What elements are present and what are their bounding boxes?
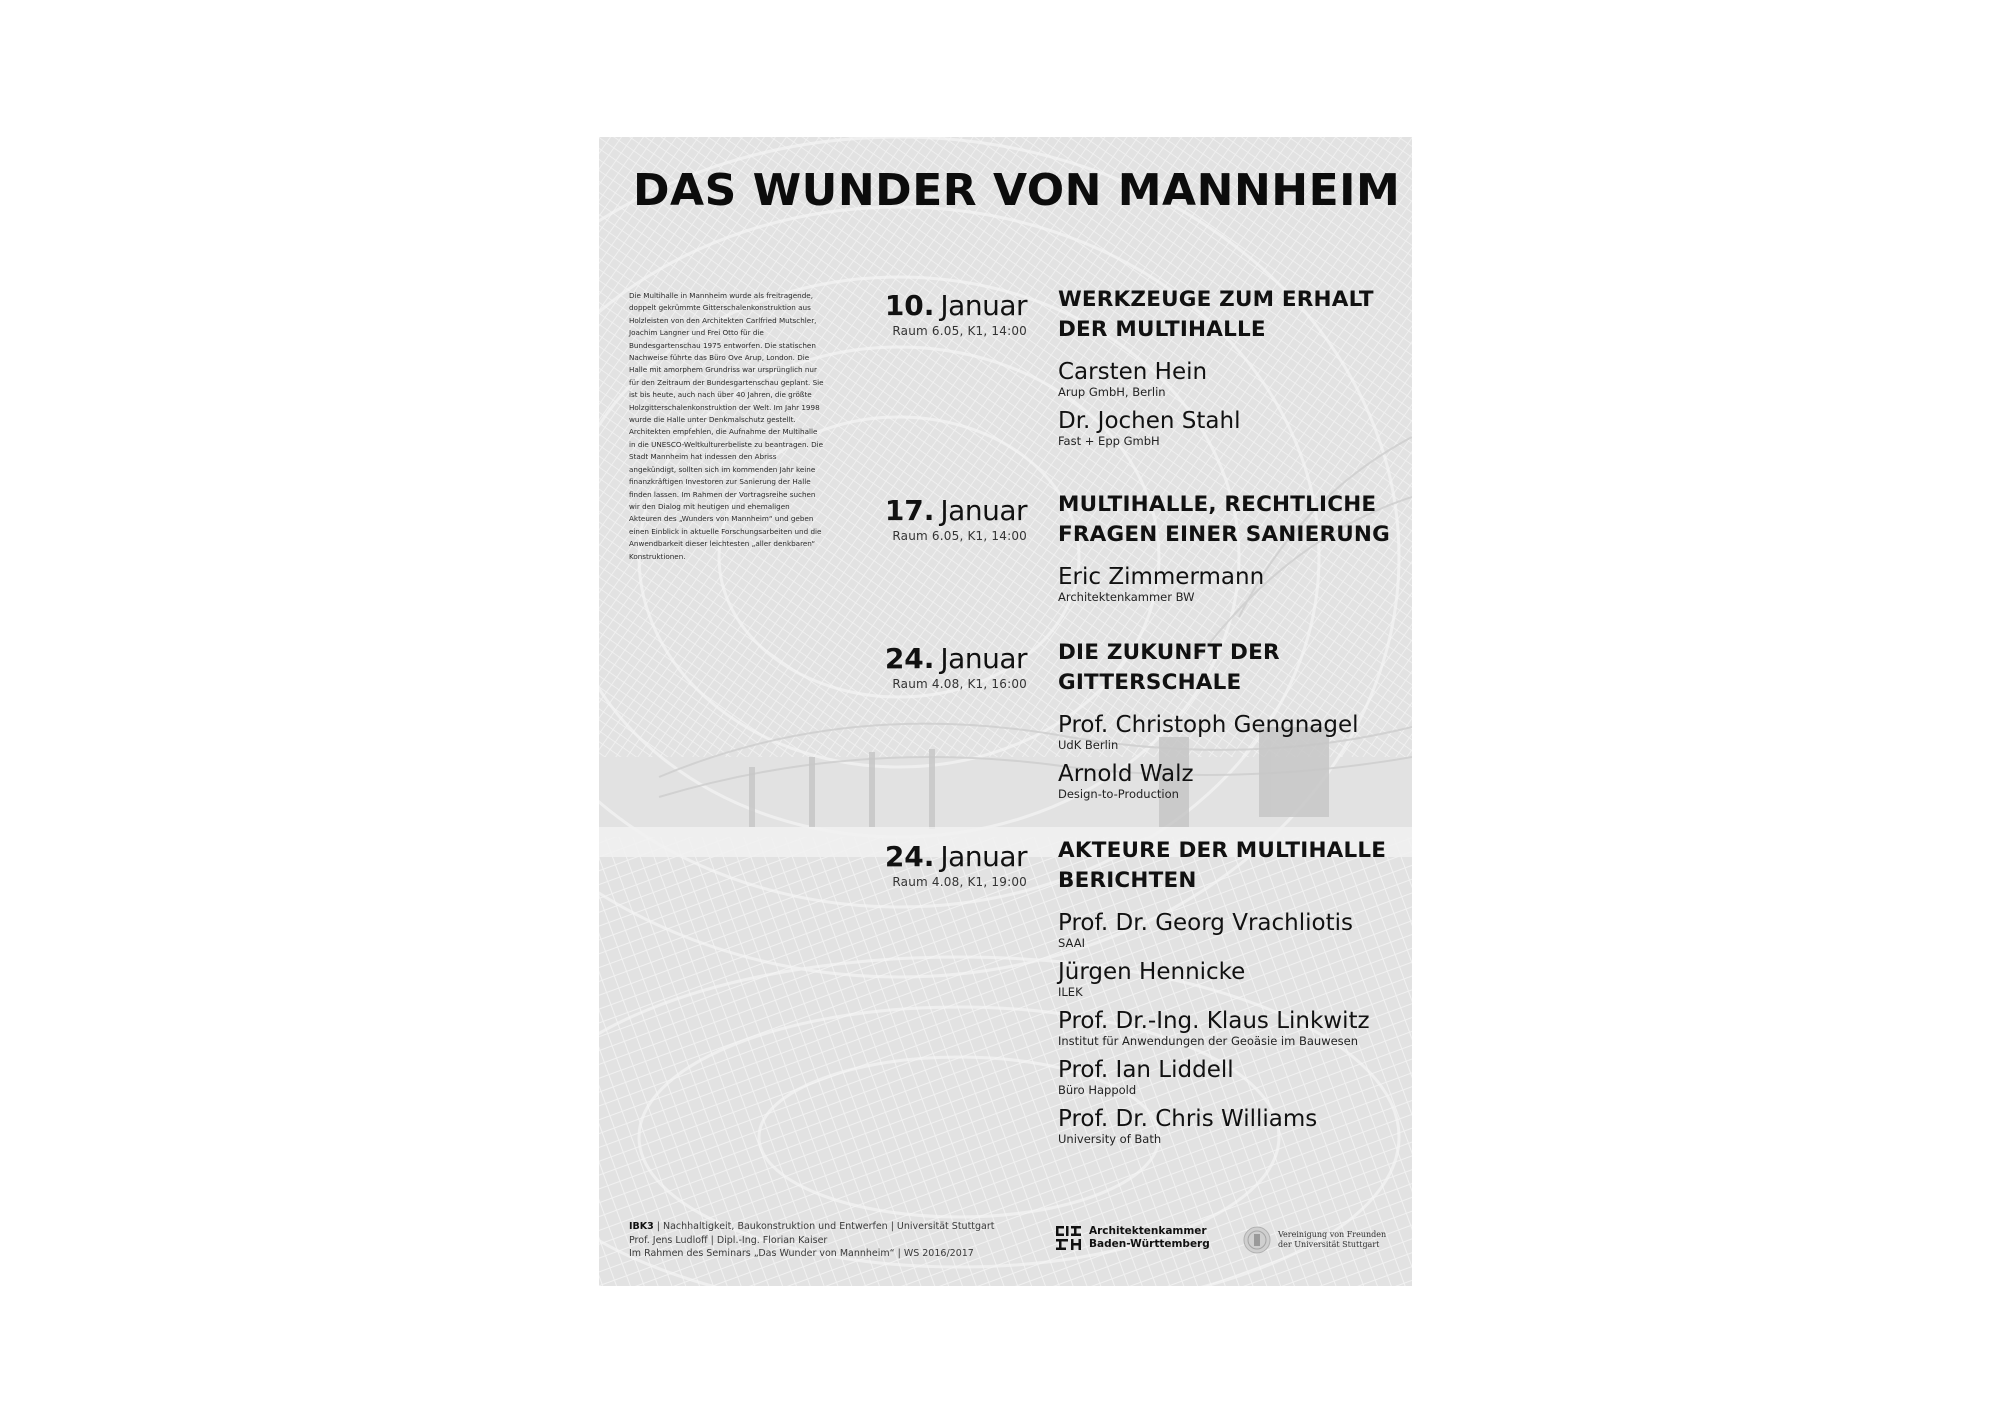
vereinigung-line-2: der Universität Stuttgart [1278, 1240, 1380, 1249]
event-date [885, 840, 1027, 889]
speaker-name: Eric Zimmermann [1058, 564, 1265, 590]
footer-credits [629, 1220, 1029, 1261]
intro-text: Die Multihalle in Mannheim wurde als freitragende, doppelt gekrümmte Gitterschalenkonstruktion aus Holzleisten von den Architekten Carlfried Mutschler, Joachim Langner und Frei Otto für die Bundesgartenschau 1975 entworfen. Die statischen Nachweise führte das Büro Ove Arup, London. Die Halle mit amorphem Grundriss war ursprünglich nur für den Zeitraum der Bundesgartenschau geplant. Sie ist bis heute, auch nach über 40 Jahren, die größte Holzgitterschalenkonstruktion der Welt. Im Jahr 1998 wurde die Halle unter Denkmalschutz gestellt. Architekten empfehlen, die Aufnahme der Multihalle in die UNESCO-Weltkulturerbeliste zu beantragen. Die Stadt Mannheim hat indessen den Abriss angekündigt, sollten sich im kommenden Jahr keine finanzkräftigen Investoren zur Sanierung der Halle finden lassen. Im Rahmen der Vortragsreihe suchen wir den Dialog mit heutigen und ehemaligen Akteuren des „Wunders von Mannheim“ und geben einen Einblick in aktuelle Forschungsarbeiten und die Anwendbarkeit dieser leichtesten „aller denkbaren“ Konstruktionen. [629, 291, 824, 561]
event-day: 24. [884, 642, 935, 675]
event-topic: MULTIHALLE, RECHTLICHE FRAGEN EINER SANIERUNG [1058, 492, 1390, 547]
event-room: Raum 6.05, K1, 14:00 [892, 324, 1027, 338]
poster-title: DAS WUNDER VON MANNHEIM [633, 165, 1401, 216]
speaker-affiliation: Büro Happold [1058, 1083, 1137, 1097]
speaker [1058, 408, 1403, 448]
speaker [1058, 712, 1403, 752]
vereinigung-logo [1242, 1225, 1386, 1255]
speaker-affiliation: Architektenkammer BW [1058, 590, 1195, 604]
vereinigung-name [1278, 1230, 1386, 1250]
event-room: Raum 4.08, K1, 16:00 [892, 677, 1027, 691]
speaker-affiliation: Fast + Epp GmbH [1058, 434, 1160, 448]
event-room: Raum 6.05, K1, 14:00 [892, 529, 1027, 543]
speaker-affiliation: ILEK [1058, 985, 1083, 999]
event-date [885, 289, 1027, 338]
speaker-name: Prof. Christoph Gengnagel [1058, 712, 1359, 738]
speaker-name: Jürgen Hennicke [1058, 959, 1246, 985]
architektenkammer-logo-icon [1055, 1224, 1083, 1252]
architektenkammer-line-1: Architektenkammer [1089, 1225, 1207, 1237]
speaker [1058, 761, 1403, 801]
event-date [885, 494, 1027, 543]
speaker-affiliation: University of Bath [1058, 1132, 1162, 1146]
event-topic: WERKZEUGE ZUM ERHALT DER MULTIHALLE [1058, 287, 1374, 342]
speaker [1058, 564, 1403, 604]
university-seal-icon [1242, 1225, 1272, 1255]
speaker-name: Arnold Walz [1058, 761, 1194, 787]
speaker [1058, 959, 1403, 999]
event-month: Januar [940, 289, 1027, 322]
speaker-name: Prof. Ian Liddell [1058, 1057, 1234, 1083]
poster [599, 137, 1412, 1286]
event-date [885, 642, 1027, 691]
event-block [1058, 490, 1403, 613]
speaker-affiliation: Arup GmbH, Berlin [1058, 385, 1166, 399]
speaker [1058, 1057, 1403, 1097]
event-month: Januar [940, 840, 1027, 873]
event-block [1058, 285, 1403, 457]
institute-abbr: IBK3 [629, 1221, 654, 1232]
speaker [1058, 1106, 1403, 1146]
event-topic: DIE ZUKUNFT DER GITTERSCHALE [1058, 640, 1280, 695]
footer-line-1: | Nachhaltigkeit, Baukonstruktion und Entwerfen | Universität Stuttgart [653, 1221, 995, 1232]
event-day: 24. [884, 840, 935, 873]
speaker [1058, 1008, 1403, 1048]
architektenkammer-line-2: Baden-Württemberg [1089, 1238, 1210, 1250]
speaker-affiliation: Institut für Anwendungen der Geoäsie im Bauwesen [1058, 1034, 1359, 1048]
event-block [1058, 638, 1403, 810]
speaker-name: Prof. Dr.-Ing. Klaus Linkwitz [1058, 1008, 1370, 1034]
architektenkammer-name [1089, 1225, 1210, 1251]
speaker [1058, 910, 1403, 950]
event-room: Raum 4.08, K1, 19:00 [892, 875, 1027, 889]
event-month: Januar [940, 642, 1027, 675]
speaker-name: Carsten Hein [1058, 359, 1208, 385]
event-block [1058, 836, 1403, 1155]
footer-line-3: Im Rahmen des Seminars „Das Wunder von Mannheim“ | WS 2016/2017 [629, 1248, 974, 1259]
speaker-name: Dr. Jochen Stahl [1058, 408, 1241, 434]
speaker-name: Prof. Dr. Georg Vrachliotis [1058, 910, 1353, 936]
speaker [1058, 359, 1403, 399]
speaker-name: Prof. Dr. Chris Williams [1058, 1106, 1318, 1132]
event-month: Januar [940, 494, 1027, 527]
event-topic: AKTEURE DER MULTIHALLE BERICHTEN [1058, 838, 1387, 893]
speaker-affiliation: SAAI [1058, 936, 1085, 950]
architektenkammer-logo [1055, 1224, 1210, 1252]
event-day: 17. [884, 494, 935, 527]
footer-line-2: Prof. Jens Ludloff | Dipl.-Ing. Florian Kaiser [629, 1234, 828, 1246]
vereinigung-line-1: Vereinigung von Freunden [1278, 1230, 1387, 1239]
speaker-affiliation: Design-to-Production [1058, 787, 1179, 801]
speaker-affiliation: UdK Berlin [1058, 738, 1119, 752]
event-day: 10. [884, 289, 935, 322]
